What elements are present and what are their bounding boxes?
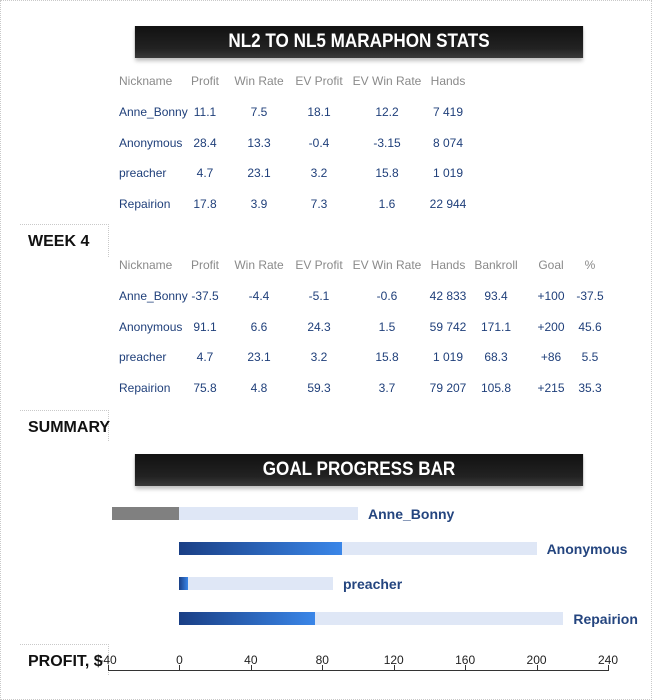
column-header: EV Win Rate (352, 74, 422, 88)
table-cell: 42 833 (429, 289, 467, 303)
row-nickname: Repairion (119, 381, 171, 395)
column-header: % (584, 258, 596, 272)
row-nickname: Anne_Bonny (119, 105, 188, 119)
table-cell: 18.1 (307, 105, 331, 119)
column-header: Nickname (119, 258, 173, 272)
tick-label: 240 (597, 653, 619, 667)
column-header: Hands (430, 74, 466, 88)
bar-label: preacher (343, 576, 403, 592)
column-header: Win Rate (234, 74, 284, 88)
table-cell: 3.2 (310, 166, 328, 180)
table-cell: 7.3 (310, 197, 328, 211)
table-cell: 15.8 (375, 166, 399, 180)
column-header: Profit (190, 258, 220, 272)
table-cell: 7 419 (432, 105, 464, 119)
table-cell: 4.7 (196, 166, 214, 180)
table-cell: 11.1 (193, 105, 217, 119)
table-cell: -0.4 (308, 136, 330, 150)
table-cell: -37.5 (191, 289, 219, 303)
table-cell: 8 074 (432, 136, 464, 150)
table-cell: 59 742 (429, 320, 467, 334)
table-cell: 75.8 (193, 381, 217, 395)
table-cell: 23.1 (247, 166, 271, 180)
table-cell: -0.6 (376, 289, 398, 303)
table-cell: 45.6 (578, 320, 602, 334)
bar-label: Anonymous (546, 541, 628, 557)
goal-bar (179, 577, 333, 590)
progress-title-banner (135, 454, 583, 486)
profit-bar (112, 507, 179, 520)
goal-bar (179, 507, 358, 520)
table-cell: 24.3 (307, 320, 331, 334)
table-cell: 23.1 (247, 350, 271, 364)
axis-label: PROFIT, $ (28, 653, 103, 670)
table-cell: 171.1 (480, 320, 512, 334)
row-nickname: preacher (119, 166, 167, 180)
table-cell: 22 944 (429, 197, 467, 211)
column-header: Win Rate (234, 258, 284, 272)
table-cell: 1.5 (378, 320, 396, 334)
stats-title: NL2 TO NL5 MARAPHON STATS (228, 31, 490, 52)
tick-label: 200 (526, 653, 547, 667)
progress-title: GOAL PROGRESS BAR (262, 459, 456, 480)
table-cell: -3.15 (373, 136, 401, 150)
x-axis (108, 670, 608, 671)
table-cell: 91.1 (193, 320, 217, 334)
table-cell: 5.5 (581, 350, 599, 364)
tick-label: 0 (176, 653, 183, 667)
table-cell: 68.3 (484, 350, 508, 364)
table-cell: 28.4 (193, 136, 217, 150)
tick-label: 80 (315, 653, 329, 667)
tick-label: 160 (455, 653, 476, 667)
row-nickname: Anonymous (119, 320, 183, 334)
table-cell: 3.2 (310, 350, 328, 364)
table-cell: 6.6 (250, 320, 268, 334)
table-cell: 3.9 (250, 197, 268, 211)
table-cell: -4.4 (248, 289, 270, 303)
column-header: EV Profit (295, 74, 343, 88)
table-cell: -37.5 (576, 289, 604, 303)
bar-label: Repairion (573, 611, 638, 627)
table-cell: +100 (537, 289, 565, 303)
table-cell: -5.1 (308, 289, 330, 303)
table-cell: 7.5 (250, 105, 268, 119)
table-cell: +86 (540, 350, 562, 364)
profit-bar (179, 542, 342, 555)
row-nickname: preacher (119, 350, 167, 364)
table-cell: 17.8 (193, 197, 217, 211)
table-cell: 1 019 (432, 350, 464, 364)
week-label: WEEK 4 (28, 233, 90, 250)
profit-bar (179, 612, 314, 625)
column-header: Hands (430, 258, 466, 272)
column-header: EV Win Rate (352, 258, 422, 272)
table-cell: 4.7 (196, 350, 214, 364)
table-cell: +215 (537, 381, 565, 395)
table-cell: 93.4 (484, 289, 508, 303)
column-header: EV Profit (295, 258, 343, 272)
column-header: Bankroll (474, 258, 518, 272)
table-cell: 79 207 (429, 381, 467, 395)
tick-label: 40 (244, 653, 258, 667)
tick-label: 120 (383, 653, 404, 667)
stats-title-banner (135, 26, 583, 58)
column-header: Nickname (119, 74, 173, 88)
table-cell: 13.3 (247, 136, 271, 150)
table-cell: +200 (537, 320, 565, 334)
profit-bar (179, 577, 187, 590)
bar-label: Anne_Bonny (368, 506, 455, 522)
table-cell: 59.3 (307, 381, 331, 395)
tick-label: -40 (99, 653, 117, 667)
row-nickname: Anonymous (119, 136, 183, 150)
table-cell: 105.8 (480, 381, 512, 395)
table-cell: 12.2 (375, 105, 399, 119)
column-header: Profit (190, 74, 220, 88)
summary-label: SUMMARY (28, 419, 111, 436)
column-header: Goal (538, 258, 564, 272)
table-cell: 1 019 (432, 166, 464, 180)
table-cell: 35.3 (578, 381, 602, 395)
row-nickname: Anne_Bonny (119, 289, 188, 303)
table-cell: 15.8 (375, 350, 399, 364)
row-nickname: Repairion (119, 197, 171, 211)
table-cell: 4.8 (250, 381, 268, 395)
table-cell: 3.7 (378, 381, 396, 395)
table-cell: 1.6 (378, 197, 396, 211)
